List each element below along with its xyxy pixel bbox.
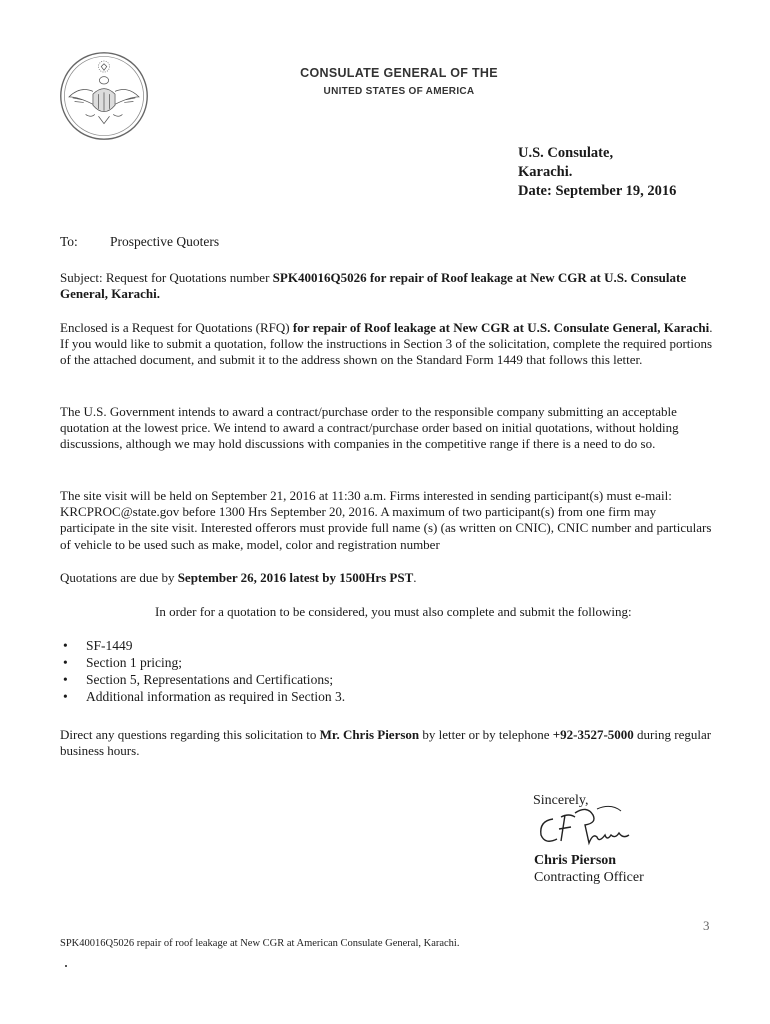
list-item: • Additional information as required in Section 3. [60,688,345,705]
sender-address [518,144,676,201]
due-date: September 26, 2016 latest by 1500Hrs PST [177,570,414,585]
signature-icon [535,805,655,849]
address-line2: Karachi. [518,164,573,180]
subject-bold: SPK40016Q5026 for repair of Roof leakage at New CGR at U.S. Consulate General, Karachi. [60,270,687,302]
para4-c: . [413,570,417,585]
requirements-list [60,637,345,705]
letterhead [296,66,502,97]
subject-line [60,270,714,302]
closing: Sincerely, [533,793,589,808]
para1-c: . If you would like to submit a quotation, follow the instructions in Section 3 of the solicitation, complete the required portions of the attached document, and submit it to the address shown on the Standard Form 1449 that follows this letter. [60,320,713,368]
contact-phone: +92-3527-5000 [552,727,634,742]
footer: SPK40016Q5026 repair of roof leakage at New CGR at American Consulate General, Karachi. [60,938,460,949]
paragraph-contact [60,727,714,759]
contact-name: Mr. Chris Pierson [319,727,420,742]
signer-block [534,852,644,886]
para4-a: Quotations are due by [60,570,178,585]
paragraph-award: The U.S. Government intends to award a contract/purchase order to the responsible company submitting an acceptable quotation at the lowest price. We intend to award a contract/purchase order based on initial quotations, without holding discussions, although we may hold discussions with companies in the competitive range if there is a need to do so. [60,404,679,452]
subject-prefix: Subject: Request for Quotations number [60,270,273,285]
para1-b: for repair of Roof leakage at New CGR at U.S. Consulate General, Karachi [292,320,710,335]
para6-e: during regular business hours. [60,727,712,759]
great-seal-icon [58,50,150,142]
to-value: Prospective Quoters [110,234,220,249]
to-label: To: [60,234,78,249]
signer-title: Contracting Officer [534,870,644,885]
scan-speck [65,965,67,967]
signer-name: Chris Pierson [534,853,617,868]
para6-a: Direct any questions regarding this solicitation to [60,727,320,742]
list-item: • Section 1 pricing; [60,654,345,671]
para6-c: by letter or by telephone [419,727,553,742]
list-item: • SF-1449 [60,637,345,654]
para1-a: Enclosed is a Request for Quotations (RFQ) [60,320,293,335]
paragraph-due-date [60,570,714,586]
letter-date: Date: September 19, 2016 [518,183,677,199]
recipient-line [60,234,219,250]
letterhead-line1: CONSULATE GENERAL OF THE [300,66,498,80]
letterhead-line2: UNITED STATES OF AMERICA [323,86,475,97]
address-line1: U.S. Consulate, [518,145,614,161]
paragraph-site-visit: The site visit will be held on September 21, 2016 at 11:30 a.m. Firms interested in sending participant(s) must e-mail: KRCPROC@state.gov before 1300 Hrs September 20, 2016. A maximum of two participant(s) from one firm may participate in the site visit. Interested offerors must provide full name (s) (as written on CNIC), CNIC number and particulars of vehicle to be used such as make, model, color and registration number [60,488,712,552]
paragraph-rfq [60,320,714,369]
page-mark: 3 [703,918,710,933]
paragraph-requirements: In order for a quotation to be considered, you must also complete and submit the following: [155,604,632,619]
list-item: • Section 5, Representations and Certifications; [60,671,345,688]
